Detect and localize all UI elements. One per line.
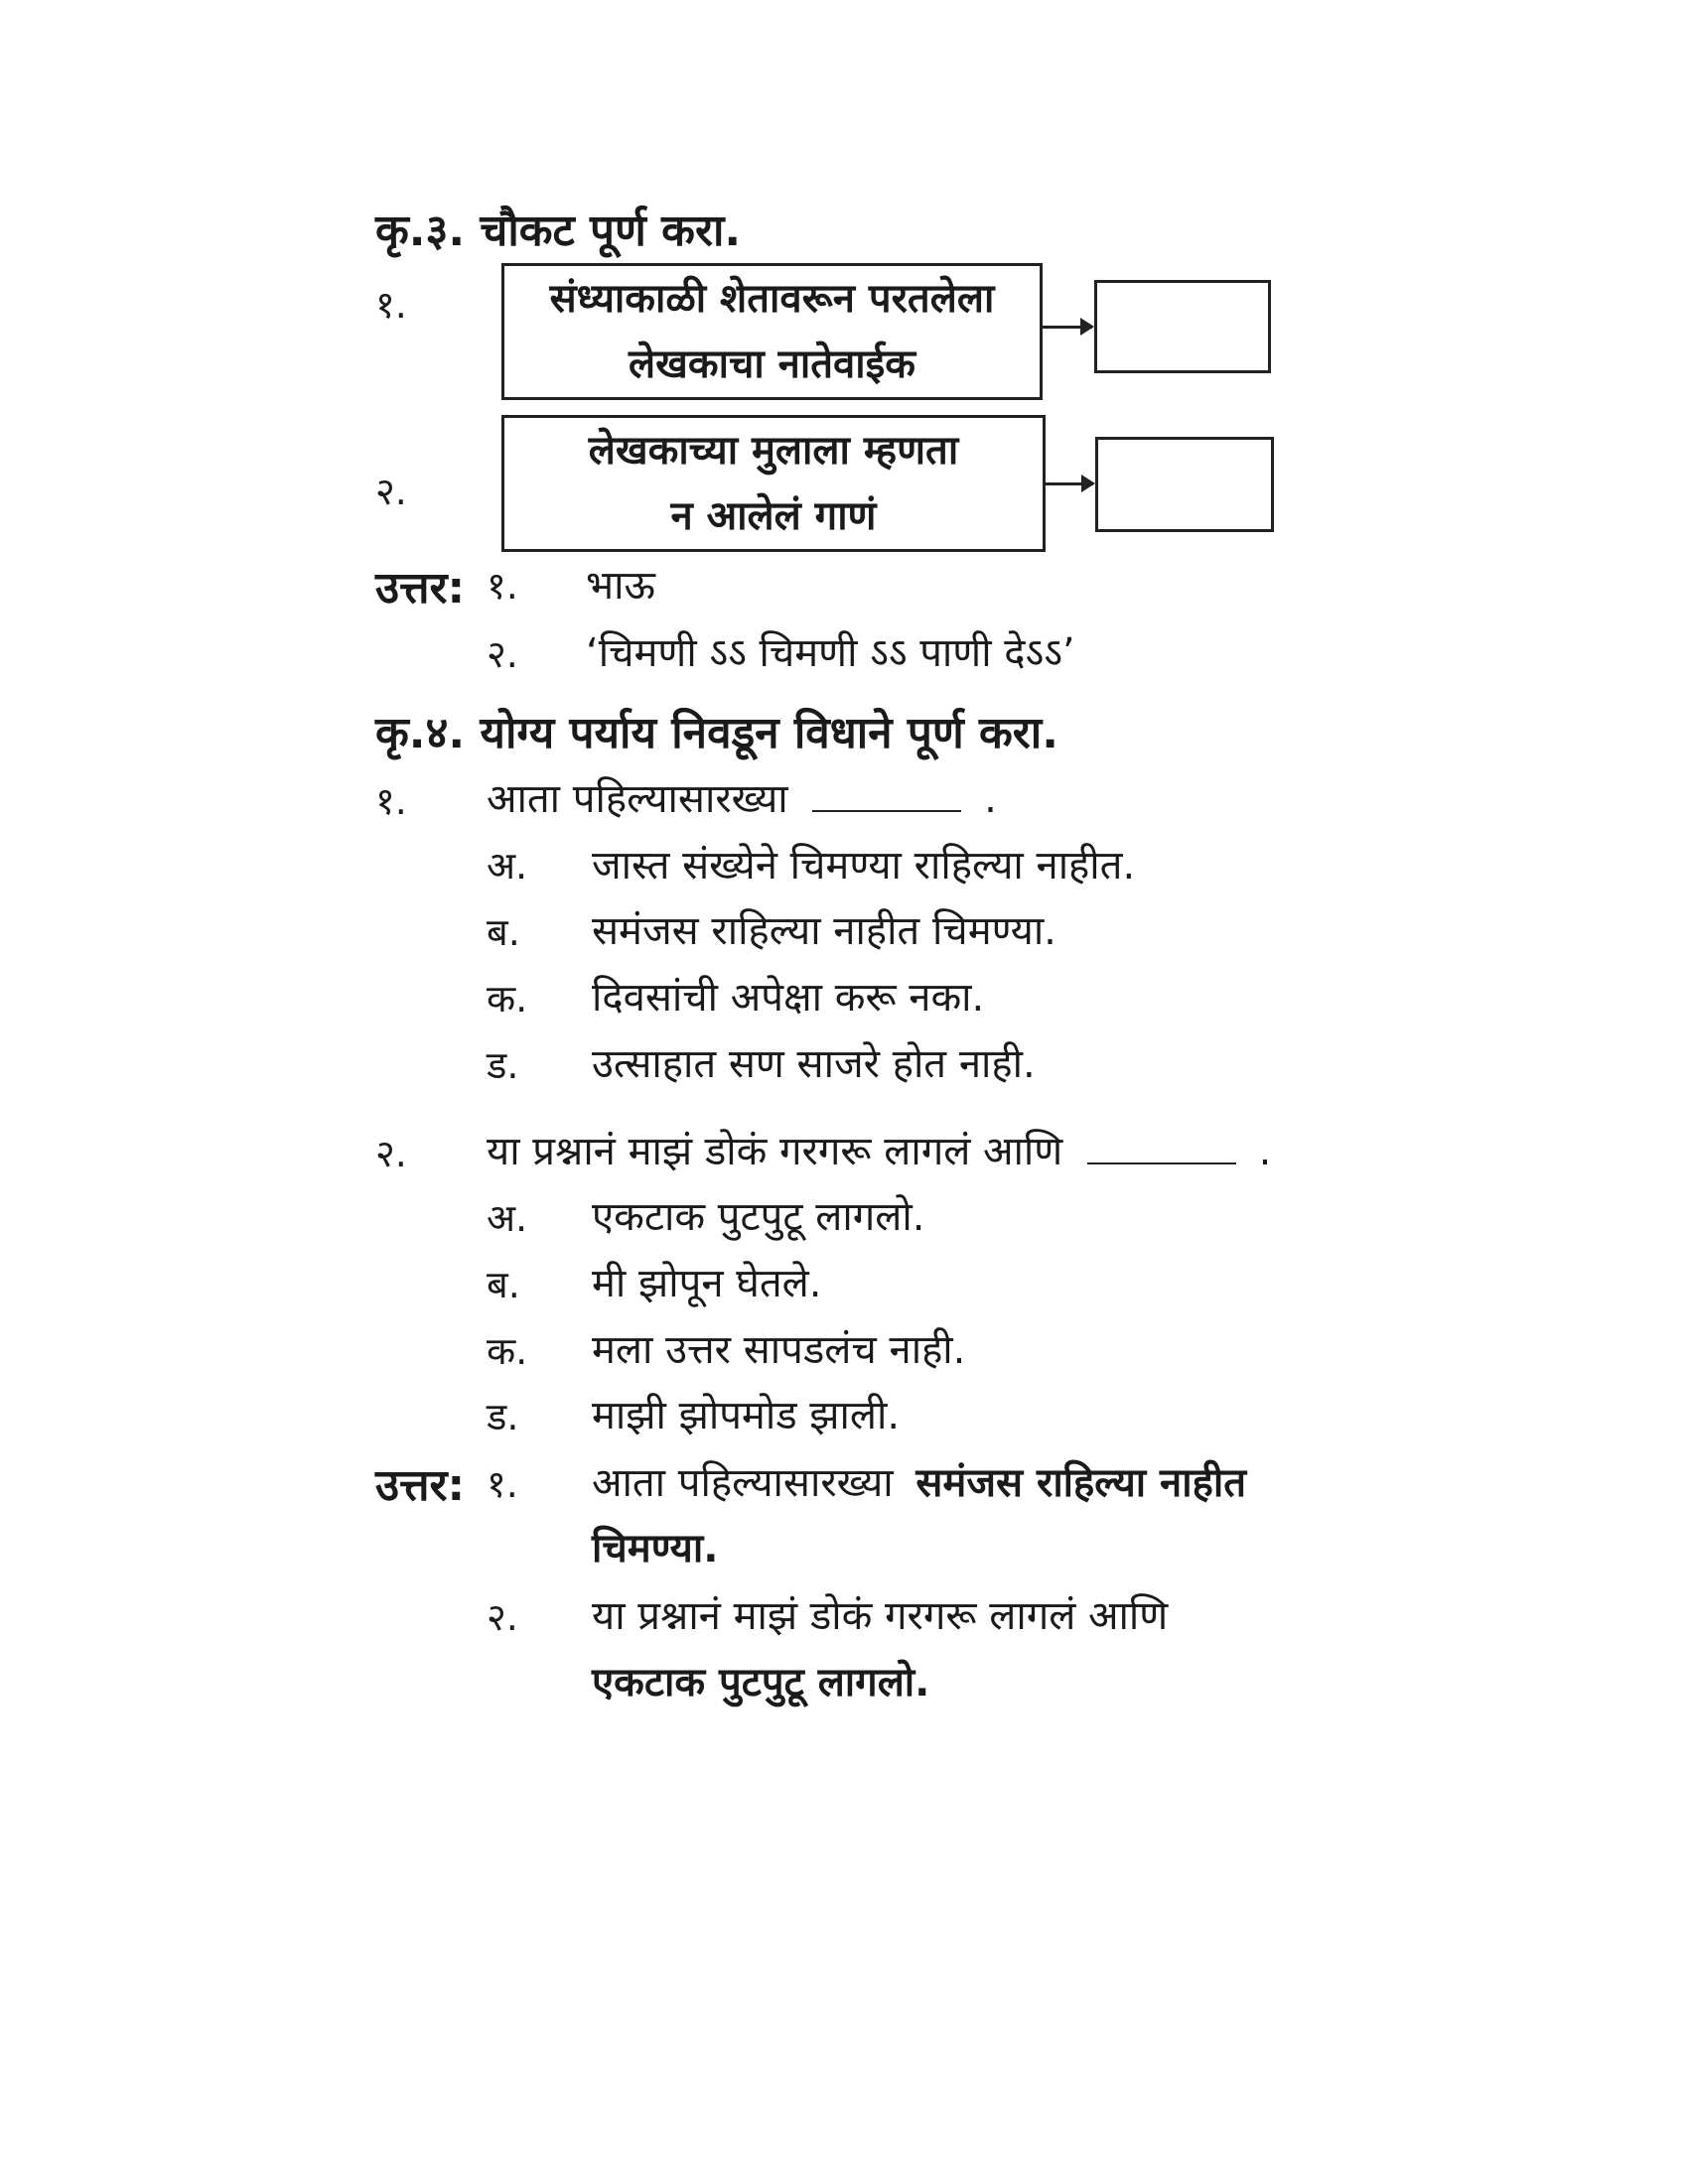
q4-heading: कृ.४. योग्य पर्याय निवडून विधाने पूर्ण करा. [375, 708, 1058, 758]
q4-q1-option-a-label: अ. [487, 844, 528, 887]
q3-answer-2-number: २. [487, 632, 518, 676]
q3-item-2-box-line1: लेखकाच्या मुलाला म्हणता [588, 428, 959, 474]
q3-item-1-number: १. [375, 283, 407, 327]
q3-item-2-box [501, 415, 1046, 552]
q3-item-2-number: २. [375, 470, 407, 513]
q4-q2-option-d-text: माझी झोपमोड झाली. [592, 1393, 901, 1438]
q4-q2-option-b-text: मी झोपून घेतले. [592, 1261, 822, 1306]
q4-question-1-stem: आता पहिल्यासारख्या [487, 776, 788, 822]
q3-answer-label: उत्तर: [375, 563, 466, 614]
q3-answer-1-number: १. [487, 564, 518, 608]
q3-heading: कृ.३. चौकट पूर्ण करा. [375, 205, 742, 256]
q4-question-1-end: . [984, 776, 997, 822]
q4-question-2-text [487, 1122, 1271, 1176]
q4-question-1-text [487, 769, 997, 824]
q3-answer-1-text: भाऊ [586, 563, 655, 609]
q4-question-2-end: . [1258, 1129, 1272, 1174]
q4-answer-label: उत्तर: [375, 1460, 466, 1511]
q4-answer-1-line2: चिमण्या. [592, 1526, 719, 1571]
q4-q1-option-d-text: उत्साहात सण साजरे होत नाही. [592, 1041, 1036, 1087]
q3-item-2-arrow [1046, 482, 1093, 485]
q4-q2-option-a-text: एकटाक पुटपुटू लागलो. [592, 1194, 925, 1240]
q4-answer-2-line2: एकटाक पुटपुटू लागलो. [592, 1660, 930, 1706]
q4-answer-1-line1 [592, 1453, 1246, 1508]
q4-q1-option-b-label: ब. [487, 910, 520, 954]
q4-question-2-blank [1087, 1162, 1236, 1164]
q4-answer-1-prefix: आता पहिल्यासारख्या [592, 1460, 894, 1506]
q3-item-1-box-line1: संध्याकाळी शेतावरून परतलेला [549, 276, 995, 322]
q4-answer-2-line1: या प्रश्नानं माझं डोकं गरगरू लागलं आणि [592, 1593, 1169, 1639]
q4-answer-2-number: २. [487, 1595, 518, 1639]
q4-q1-option-a-text: जास्त संख्येने चिमण्या राहिल्या नाहीत. [592, 843, 1136, 888]
q4-answer-1-number: १. [487, 1462, 518, 1506]
q4-q1-option-c-label: क. [487, 977, 528, 1021]
q3-item-1-box-line2: लेखकाचा नातेवाईक [629, 341, 915, 387]
q3-item-2-box-line2: न आलेलं गाणं [670, 493, 877, 539]
q4-q1-option-d-label: ड. [487, 1043, 519, 1087]
q4-q2-option-b-label: ब. [487, 1263, 520, 1306]
q4-answer-1-bold: समंजस राहिल्या नाहीत [915, 1460, 1247, 1506]
q4-question-2-number: २. [375, 1132, 407, 1175]
q4-question-1-blank [812, 810, 961, 812]
q3-item-1-answer-box[interactable] [1094, 280, 1271, 373]
q3-item-1-box [501, 263, 1043, 400]
q3-item-2-answer-box[interactable] [1095, 437, 1274, 532]
q4-q2-option-a-label: अ. [487, 1196, 528, 1240]
q4-q2-option-d-label: ड. [487, 1395, 519, 1438]
q3-item-1-arrow [1043, 326, 1092, 329]
q3-answer-2-text: ‘चिमणी ऽऽ चिमणी ऽऽ पाणी देऽऽ’ [586, 630, 1075, 676]
q4-question-1-number: १. [375, 779, 407, 823]
q4-question-2-stem: या प्रश्नानं माझं डोकं गरगरू लागलं आणि [487, 1129, 1063, 1174]
q4-q1-option-b-text: समंजस राहिल्या नाहीत चिमण्या. [592, 908, 1056, 954]
q4-q2-option-c-label: क. [487, 1329, 528, 1373]
q4-q1-option-c-text: दिवसांची अपेक्षा करू नका. [592, 975, 985, 1021]
q4-q2-option-c-text: मला उत्तर सापडलंच नाही. [592, 1327, 966, 1373]
